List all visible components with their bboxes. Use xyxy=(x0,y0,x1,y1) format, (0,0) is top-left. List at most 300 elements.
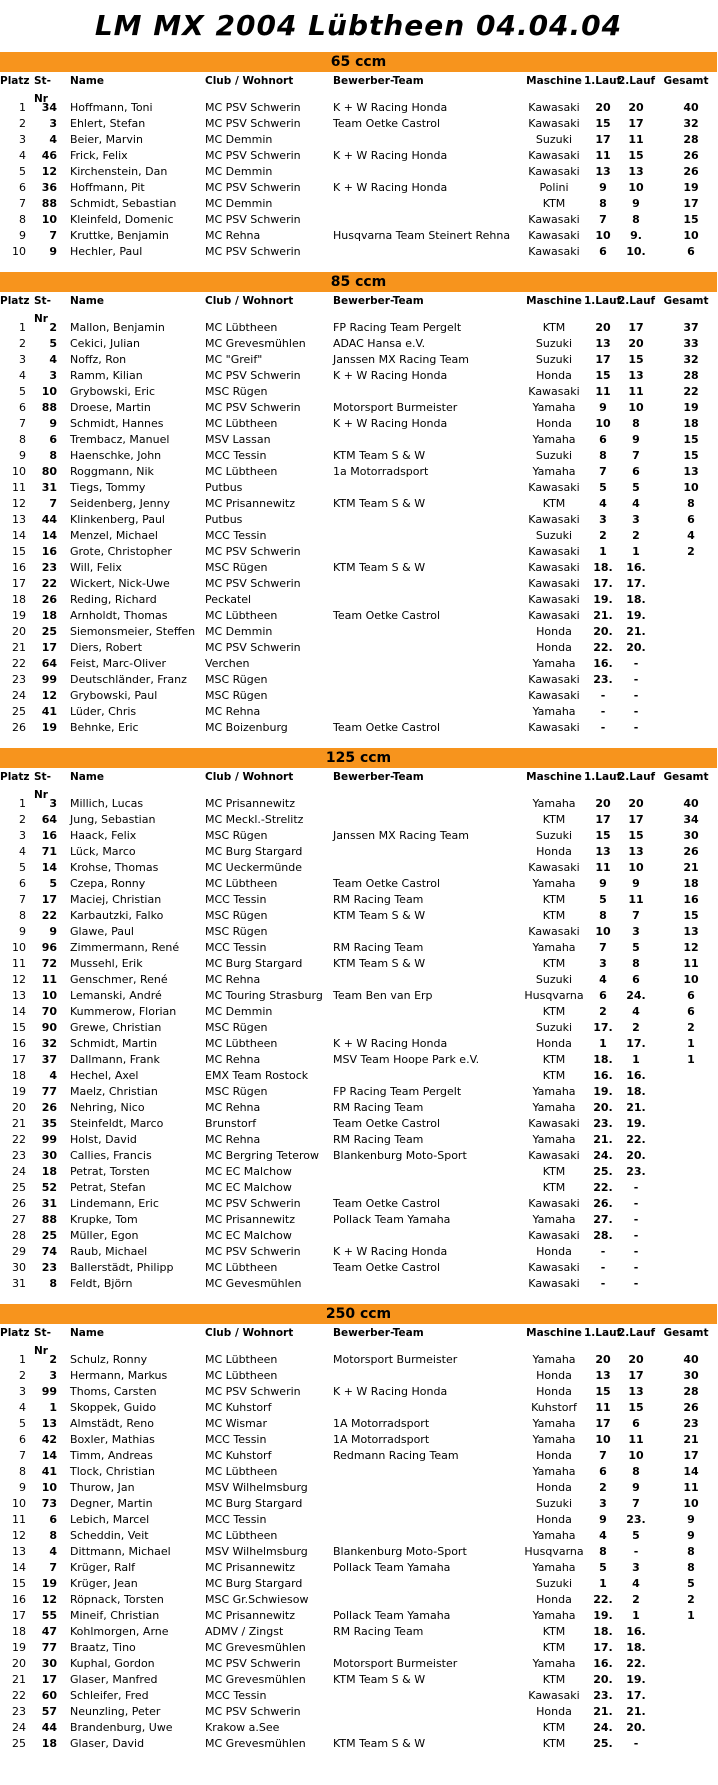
table-row xyxy=(0,892,717,908)
club-cell: MC PSV Schwerin xyxy=(205,213,301,226)
table-row xyxy=(0,1624,717,1640)
platz-cell: 23 xyxy=(12,1705,26,1718)
total-cell: 32 xyxy=(683,117,699,130)
platz-cell: 2 xyxy=(19,337,26,350)
club-cell: Brunstorf xyxy=(205,1117,257,1130)
platz-cell: 6 xyxy=(19,1433,26,1446)
machine-cell: Husqvarna xyxy=(524,1545,584,1558)
platz-cell: 13 xyxy=(12,989,26,1002)
race1-cell: 20 xyxy=(595,321,611,334)
race1-cell: 13 xyxy=(595,337,611,350)
machine-cell: Kawasaki xyxy=(528,1689,580,1702)
machine-cell: Kawasaki xyxy=(528,1197,580,1210)
name-cell: Schmidt, Martin xyxy=(70,1037,158,1050)
machine-cell: Yamaha xyxy=(532,941,576,954)
race1-cell: 1 xyxy=(599,1037,607,1050)
start-number-cell: 4 xyxy=(49,133,57,146)
race2-cell: 13 xyxy=(628,1385,644,1398)
machine-cell: Yamaha xyxy=(532,1417,576,1430)
race1-cell: 17 xyxy=(595,133,611,146)
machine-cell: Kawasaki xyxy=(528,481,580,494)
table-row xyxy=(0,1464,717,1480)
name-cell: Krüger, Ralf xyxy=(70,1561,136,1574)
team-cell: 1a Motorradsport xyxy=(333,465,429,478)
machine-cell: Kawasaki xyxy=(528,689,580,702)
team-cell: Team Oetke Castrol xyxy=(333,721,441,734)
team-cell: K + W Racing Honda xyxy=(333,149,448,162)
start-number-cell: 8 xyxy=(49,1277,57,1290)
platz-cell: 25 xyxy=(12,705,26,718)
platz-cell: 1 xyxy=(19,321,26,334)
platz-cell: 22 xyxy=(12,1133,26,1146)
name-cell: Zimmermann, René xyxy=(70,941,180,954)
start-number-cell: 22 xyxy=(41,909,57,922)
platz-cell: 24 xyxy=(12,1165,26,1178)
name-cell: Kuphal, Gordon xyxy=(70,1657,155,1670)
machine-cell: KTM xyxy=(542,1673,566,1686)
race1-cell: - xyxy=(600,705,606,718)
name-cell: Roggmann, Nik xyxy=(70,465,154,478)
table-row xyxy=(0,1432,717,1448)
total-cell: 10 xyxy=(683,229,699,242)
table-row xyxy=(0,1640,717,1656)
name-cell: Hechler, Paul xyxy=(70,245,143,258)
machine-cell: KTM xyxy=(542,893,566,906)
table-row xyxy=(0,448,717,464)
team-cell: Pollack Team Yamaha xyxy=(333,1561,451,1574)
start-number-cell: 72 xyxy=(41,957,57,970)
name-cell: Holst, David xyxy=(70,1133,137,1146)
platz-cell: 3 xyxy=(19,353,26,366)
total-cell: 16 xyxy=(683,893,699,906)
table-row xyxy=(0,1416,717,1432)
team-cell: Team Oetke Castrol xyxy=(333,609,441,622)
race2-cell: 19. xyxy=(626,1117,646,1130)
table-row xyxy=(0,1052,717,1068)
table-row xyxy=(0,1180,717,1196)
race2-cell: - xyxy=(633,1737,639,1750)
name-cell: Degner, Martin xyxy=(70,1497,153,1510)
race1-cell: 4 xyxy=(599,973,607,986)
table-row xyxy=(0,496,717,512)
race1-cell: 10 xyxy=(595,229,611,242)
machine-cell: Honda xyxy=(536,1037,572,1050)
start-number-cell: 47 xyxy=(41,1625,57,1638)
start-number-cell: 4 xyxy=(49,1069,57,1082)
table-row xyxy=(0,148,717,164)
name-cell: Hoffmann, Toni xyxy=(70,101,153,114)
club-cell: MSC Rügen xyxy=(205,673,268,686)
machine-cell: Yamaha xyxy=(532,1353,576,1366)
platz-cell: 25 xyxy=(12,1181,26,1194)
race2-cell: 19. xyxy=(626,609,646,622)
club-cell: MC Lübtheen xyxy=(205,465,278,478)
race2-cell: 7 xyxy=(632,909,640,922)
club-cell: MC EC Malchow xyxy=(205,1181,292,1194)
machine-cell: Yamaha xyxy=(532,465,576,478)
race2-cell: 1 xyxy=(632,1053,640,1066)
platz-cell: 7 xyxy=(19,1449,26,1462)
name-cell: Arnholdt, Thomas xyxy=(70,609,168,622)
total-cell: 33 xyxy=(683,337,699,350)
column-header-maschine: Maschine xyxy=(526,75,582,87)
name-cell: Kummerow, Florian xyxy=(70,1005,177,1018)
machine-cell: Kuhstorf xyxy=(531,1401,577,1414)
start-number-cell: 8 xyxy=(49,1529,57,1542)
platz-cell: 11 xyxy=(12,1513,26,1526)
column-header-maschine: Maschine xyxy=(526,771,582,783)
race1-cell: 21. xyxy=(593,1705,613,1718)
machine-cell: Honda xyxy=(536,1449,572,1462)
platz-cell: 12 xyxy=(12,973,26,986)
table-row xyxy=(0,1528,717,1544)
column-header-lauf2: 2.Lauf xyxy=(618,295,656,307)
table-row xyxy=(0,844,717,860)
race1-cell: 7 xyxy=(599,213,607,226)
club-cell: MC Touring Strasburg xyxy=(205,989,323,1002)
race2-cell: 7 xyxy=(632,449,640,462)
race2-cell: 10 xyxy=(628,1449,644,1462)
team-cell: FP Racing Team Pergelt xyxy=(333,321,462,334)
total-cell: 19 xyxy=(683,181,699,194)
race1-cell: 2 xyxy=(599,1481,607,1494)
start-number-cell: 31 xyxy=(41,481,57,494)
club-cell: MC Demmin xyxy=(205,625,273,638)
platz-cell: 21 xyxy=(12,1117,26,1130)
total-cell: 2 xyxy=(687,1593,695,1606)
race2-cell: - xyxy=(633,1197,639,1210)
machine-cell: Kawasaki xyxy=(528,577,580,590)
table-row xyxy=(0,132,717,148)
table-row xyxy=(0,368,717,384)
start-number-cell: 70 xyxy=(41,1005,57,1018)
club-cell: MSC Gr.Schwiesow xyxy=(205,1593,309,1606)
machine-cell: Kawasaki xyxy=(528,245,580,258)
total-cell: 17 xyxy=(683,1449,699,1462)
total-cell: 9 xyxy=(687,1529,695,1542)
race2-cell: 16. xyxy=(626,1625,646,1638)
platz-cell: 3 xyxy=(19,133,26,146)
team-cell: Pollack Team Yamaha xyxy=(333,1213,451,1226)
start-number-cell: 12 xyxy=(41,1593,57,1606)
race2-cell: 6 xyxy=(632,1417,640,1430)
club-cell: MC Prisannewitz xyxy=(205,497,296,510)
start-number-cell: 73 xyxy=(41,1497,57,1510)
platz-cell: 17 xyxy=(12,577,26,590)
column-header-team: Bewerber-Team xyxy=(333,75,424,87)
start-number-cell: 18 xyxy=(41,1165,57,1178)
start-number-cell: 10 xyxy=(41,385,57,398)
platz-cell: 10 xyxy=(12,465,26,478)
race2-cell: 21. xyxy=(626,1705,646,1718)
column-header-name: Name xyxy=(70,1327,104,1339)
race2-cell: 6 xyxy=(632,465,640,478)
name-cell: Czepa, Ronny xyxy=(70,877,146,890)
name-cell: Jung, Sebastian xyxy=(70,813,156,826)
table-row xyxy=(0,1512,717,1528)
name-cell: Grote, Christopher xyxy=(70,545,172,558)
race2-cell: 10 xyxy=(628,181,644,194)
platz-cell: 8 xyxy=(19,433,26,446)
club-cell: MSC Rügen xyxy=(205,829,268,842)
total-cell: 12 xyxy=(683,941,699,954)
machine-cell: Suzuki xyxy=(535,337,573,350)
race1-cell: 27. xyxy=(593,1213,613,1226)
table-row xyxy=(0,576,717,592)
race1-cell: 17 xyxy=(595,813,611,826)
total-cell: 15 xyxy=(683,433,699,446)
name-cell: Feist, Marc-Oliver xyxy=(70,657,166,670)
name-cell: Reding, Richard xyxy=(70,593,157,606)
platz-cell: 9 xyxy=(19,229,26,242)
start-number-cell: 71 xyxy=(41,845,57,858)
name-cell: Neunzling, Peter xyxy=(70,1705,161,1718)
table-row xyxy=(0,528,717,544)
platz-cell: 3 xyxy=(19,829,26,842)
name-cell: Krüger, Jean xyxy=(70,1577,138,1590)
team-cell: K + W Racing Honda xyxy=(333,417,448,430)
machine-cell: KTM xyxy=(542,1069,566,1082)
race2-cell: 15 xyxy=(628,1401,644,1414)
race2-cell: 15 xyxy=(628,353,644,366)
race1-cell: 19. xyxy=(593,593,613,606)
platz-cell: 20 xyxy=(12,1101,26,1114)
race2-cell: 9 xyxy=(632,197,640,210)
machine-cell: KTM xyxy=(542,1625,566,1638)
team-cell: KTM Team S & W xyxy=(333,1673,426,1686)
machine-cell: Kawasaki xyxy=(528,385,580,398)
start-number-cell: 14 xyxy=(41,861,57,874)
race2-cell: 11 xyxy=(628,133,644,146)
club-cell: MC Rehna xyxy=(205,229,261,242)
race2-cell: 16. xyxy=(626,561,646,574)
total-cell: 8 xyxy=(687,497,695,510)
race1-cell: 11 xyxy=(595,1401,611,1414)
machine-cell: Honda xyxy=(536,845,572,858)
total-cell: 17 xyxy=(683,197,699,210)
race1-cell: 23. xyxy=(593,673,613,686)
race2-cell: 4 xyxy=(632,497,640,510)
race2-cell: 8 xyxy=(632,1465,640,1478)
race2-cell: 17 xyxy=(628,813,644,826)
column-header-platz: Platz xyxy=(0,1327,30,1339)
name-cell: Frick, Felix xyxy=(70,149,128,162)
club-cell: MC Kuhstorf xyxy=(205,1449,272,1462)
start-number-cell: 5 xyxy=(49,877,57,890)
machine-cell: KTM xyxy=(542,909,566,922)
race1-cell: 20 xyxy=(595,1353,611,1366)
club-cell: MC Prisannewitz xyxy=(205,1561,296,1574)
column-header-team: Bewerber-Team xyxy=(333,1327,424,1339)
machine-cell: KTM xyxy=(542,1721,566,1734)
name-cell: Steinfeldt, Marco xyxy=(70,1117,164,1130)
total-cell: 30 xyxy=(683,829,699,842)
club-cell: MCC Tessin xyxy=(205,941,267,954)
race1-cell: 8 xyxy=(599,449,607,462)
start-number-cell: 6 xyxy=(49,1513,57,1526)
club-cell: MCC Tessin xyxy=(205,1433,267,1446)
machine-cell: Kawasaki xyxy=(528,561,580,574)
race2-cell: 22. xyxy=(626,1133,646,1146)
total-cell: 10 xyxy=(683,481,699,494)
machine-cell: Suzuki xyxy=(535,353,573,366)
name-cell: Skoppek, Guido xyxy=(70,1401,157,1414)
club-cell: MC Grevesmühlen xyxy=(205,1641,306,1654)
name-cell: Krohse, Thomas xyxy=(70,861,159,874)
table-row xyxy=(0,560,717,576)
table-row xyxy=(0,1100,717,1116)
platz-cell: 11 xyxy=(12,481,26,494)
name-cell: Hoffmann, Pit xyxy=(70,181,145,194)
table-row xyxy=(0,956,717,972)
name-cell: Almstädt, Reno xyxy=(70,1417,154,1430)
platz-cell: 5 xyxy=(19,385,26,398)
total-cell: 40 xyxy=(683,101,699,114)
machine-cell: Kawasaki xyxy=(528,229,580,242)
start-number-cell: 16 xyxy=(41,829,57,842)
race2-cell: 23. xyxy=(626,1165,646,1178)
team-cell: Blankenburg Moto-Sport xyxy=(333,1545,467,1558)
race2-cell: 17. xyxy=(626,577,646,590)
club-cell: Krakow a.See xyxy=(205,1721,280,1734)
machine-cell: Honda xyxy=(536,1245,572,1258)
club-cell: MC Kuhstorf xyxy=(205,1401,272,1414)
machine-cell: Suzuki xyxy=(535,449,573,462)
table-row xyxy=(0,1260,717,1276)
race2-cell: 3 xyxy=(632,925,640,938)
total-cell: 15 xyxy=(683,909,699,922)
name-cell: Diers, Robert xyxy=(70,641,143,654)
race1-cell: 15 xyxy=(595,829,611,842)
race2-cell: - xyxy=(633,673,639,686)
total-cell: 26 xyxy=(683,1401,699,1414)
machine-cell: KTM xyxy=(542,1181,566,1194)
platz-cell: 16 xyxy=(12,561,26,574)
table-row xyxy=(0,656,717,672)
start-number-cell: 6 xyxy=(49,433,57,446)
table-row xyxy=(0,924,717,940)
platz-cell: 7 xyxy=(19,893,26,906)
total-cell: 22 xyxy=(683,385,699,398)
club-cell: MSC Rügen xyxy=(205,1085,268,1098)
platz-cell: 5 xyxy=(19,861,26,874)
table-row xyxy=(0,640,717,656)
race1-cell: 4 xyxy=(599,1529,607,1542)
total-cell: 21 xyxy=(683,861,699,874)
club-cell: MC Rehna xyxy=(205,1053,261,1066)
table-row xyxy=(0,1036,717,1052)
column-header-club: Club / Wohnort xyxy=(205,771,294,783)
machine-cell: KTM xyxy=(542,1053,566,1066)
start-number-cell: 88 xyxy=(41,1213,57,1226)
name-cell: Schmidt, Sebastian xyxy=(70,197,177,210)
club-cell: MSV Lassan xyxy=(205,433,271,446)
club-cell: MC PSV Schwerin xyxy=(205,1657,301,1670)
name-cell: Kleinfeld, Domenic xyxy=(70,213,174,226)
platz-cell: 5 xyxy=(19,165,26,178)
club-cell: MSC Rügen xyxy=(205,385,268,398)
machine-cell: Yamaha xyxy=(532,1133,576,1146)
race2-cell: 6 xyxy=(632,973,640,986)
column-header-maschine: Maschine xyxy=(526,1327,582,1339)
platz-cell: 16 xyxy=(12,1037,26,1050)
platz-cell: 14 xyxy=(12,529,26,542)
class-section xyxy=(0,52,717,260)
total-cell: 26 xyxy=(683,845,699,858)
start-number-cell: 23 xyxy=(41,561,57,574)
club-cell: MC Rehna xyxy=(205,973,261,986)
machine-cell: Suzuki xyxy=(535,829,573,842)
race2-cell: 24. xyxy=(626,989,646,1002)
start-number-cell: 90 xyxy=(41,1021,57,1034)
club-cell: MC Rehna xyxy=(205,1101,261,1114)
name-cell: Lemanski, André xyxy=(70,989,162,1002)
club-cell: ADMV / Zingst xyxy=(205,1625,284,1638)
club-cell: MSC Rügen xyxy=(205,909,268,922)
column-header-lauf2: 2.Lauf xyxy=(618,1327,656,1339)
name-cell: Behnke, Eric xyxy=(70,721,139,734)
race1-cell: 15 xyxy=(595,117,611,130)
start-number-cell: 19 xyxy=(41,1577,57,1590)
club-cell: MC Demmin xyxy=(205,197,273,210)
table-row xyxy=(0,244,717,260)
table-row xyxy=(0,480,717,496)
machine-cell: Yamaha xyxy=(532,1085,576,1098)
table-row xyxy=(0,1384,717,1400)
start-number-cell: 99 xyxy=(41,1385,57,1398)
team-cell: KTM Team S & W xyxy=(333,957,426,970)
team-cell: KTM Team S & W xyxy=(333,561,426,574)
total-cell: 15 xyxy=(683,213,699,226)
club-cell: MC Lübtheen xyxy=(205,321,278,334)
name-cell: Ballerstädt, Philipp xyxy=(70,1261,174,1274)
column-header-lauf1: 1.Lauf xyxy=(584,75,622,87)
name-cell: Lüder, Chris xyxy=(70,705,137,718)
platz-cell: 26 xyxy=(12,721,26,734)
start-number-cell: 64 xyxy=(41,813,57,826)
machine-cell: Honda xyxy=(536,641,572,654)
start-number-cell: 10 xyxy=(41,989,57,1002)
name-cell: Grybowski, Eric xyxy=(70,385,155,398)
table-row xyxy=(0,608,717,624)
table-row xyxy=(0,1688,717,1704)
machine-cell: Yamaha xyxy=(532,877,576,890)
team-cell: K + W Racing Honda xyxy=(333,369,448,382)
team-cell: Pollack Team Yamaha xyxy=(333,1609,451,1622)
race2-cell: 11 xyxy=(628,893,644,906)
platz-cell: 4 xyxy=(19,1401,26,1414)
start-number-cell: 77 xyxy=(41,1085,57,1098)
column-header-gesamt: Gesamt xyxy=(663,1327,709,1339)
column-header-club: Club / Wohnort xyxy=(205,1327,294,1339)
club-cell: MC Bergring Teterow xyxy=(205,1149,320,1162)
team-cell: MSV Team Hoope Park e.V. xyxy=(333,1053,480,1066)
club-cell: MC Lübtheen xyxy=(205,417,278,430)
name-cell: Kruttke, Benjamin xyxy=(70,229,169,242)
start-number-cell: 35 xyxy=(41,1117,57,1130)
race2-cell: 9 xyxy=(632,1481,640,1494)
total-cell: 26 xyxy=(683,149,699,162)
start-number-cell: 7 xyxy=(49,497,57,510)
race2-cell: 3 xyxy=(632,1561,640,1574)
race1-cell: 20. xyxy=(593,625,613,638)
name-cell: Müller, Egon xyxy=(70,1229,139,1242)
table-row xyxy=(0,624,717,640)
column-header-club: Club / Wohnort xyxy=(205,295,294,307)
table-row xyxy=(0,812,717,828)
start-number-cell: 10 xyxy=(41,213,57,226)
start-number-cell: 17 xyxy=(41,893,57,906)
